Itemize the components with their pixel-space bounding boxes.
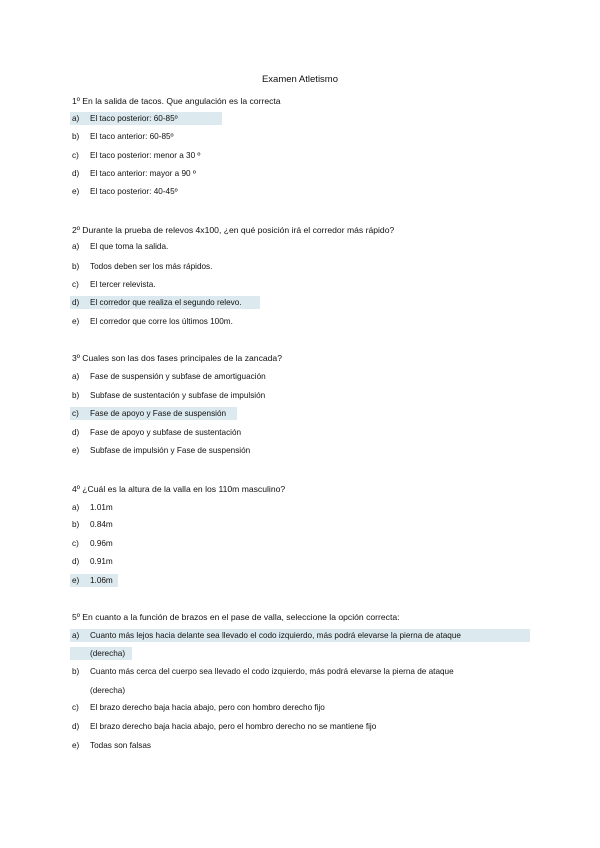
option-letter: e): [72, 317, 80, 326]
option-text: 0.91m: [90, 557, 113, 566]
option-letter: a): [72, 114, 80, 123]
option-text: Todos deben ser los más rápidos.: [90, 262, 213, 271]
option-text: El taco posterior: menor a 30 º: [90, 151, 201, 160]
option-text: Cuanto más lejos hacia delante sea llevado el codo izquierdo, más podrá elevarse la pierna de ataque: [90, 631, 461, 640]
option-text: El taco anterior: mayor a 90 º: [90, 169, 196, 178]
option-text: 1.01m: [90, 503, 113, 512]
option-text: 0.84m: [90, 520, 113, 529]
option-text: El corredor que corre los últimos 100m.: [90, 317, 233, 326]
option-letter: b): [72, 520, 80, 529]
exam-title: Examen Atletismo: [261, 74, 339, 85]
option-text: El tercer relevista.: [90, 280, 156, 289]
option-text: El corredor que realiza el segundo relevo.: [90, 298, 242, 307]
option-text: Subfase de sustentación y subfase de impulsión: [90, 391, 266, 400]
option-letter: d): [72, 722, 80, 731]
question-text: 2º Durante la prueba de relevos 4x100, ¿en qué posición irá el corredor más rápido?: [72, 225, 395, 235]
option-letter: e): [72, 576, 80, 585]
option-text: El brazo derecho baja hacia abajo, pero con hombro derecho fijo: [90, 703, 325, 712]
option-letter: c): [72, 280, 79, 289]
option-text: El taco anterior: 60-85º: [90, 132, 174, 141]
option-text-continuation: (derecha): [90, 649, 126, 658]
option-letter: a): [72, 372, 80, 381]
option-letter: b): [72, 391, 80, 400]
option-text-continuation: (derecha): [90, 686, 126, 695]
option-text: Fase de apoyo y Fase de suspensión: [90, 409, 227, 418]
option-letter: d): [72, 169, 80, 178]
option-text: El brazo derecho baja hacia abajo, pero el hombro derecho no se mantiene fijo: [90, 722, 377, 731]
option-letter: b): [72, 667, 80, 676]
option-text: Subfase de impulsión y Fase de suspensión: [90, 446, 251, 455]
option-letter: e): [72, 446, 80, 455]
option-letter: e): [72, 187, 80, 196]
option-text: El taco posterior: 60-85º: [90, 114, 178, 123]
option-letter: c): [72, 703, 79, 712]
option-letter: a): [72, 242, 80, 251]
option-letter: c): [72, 539, 79, 548]
option-text: Fase de apoyo y subfase de sustentación: [90, 428, 242, 437]
option-text: 1.06m: [90, 576, 113, 585]
question-text: 3º Cuales son las dos fases principales de la zancada?: [72, 353, 282, 363]
option-letter: a): [72, 503, 80, 512]
option-letter: b): [72, 262, 80, 271]
option-text: El taco posterior: 40-45º: [90, 187, 178, 196]
option-letter: b): [72, 132, 80, 141]
option-letter: d): [72, 298, 80, 307]
question-text: 5º En cuanto a la función de brazos en el pase de valla, seleccione la opción correcta:: [72, 612, 400, 622]
option-text: Cuanto más cerca del cuerpo sea llevado el codo izquierdo, más podrá elevarse la pierna de ataque: [90, 667, 454, 676]
option-text: El que toma la salida.: [90, 242, 169, 251]
option-letter: a): [72, 631, 80, 640]
option-letter: c): [72, 151, 79, 160]
option-letter: d): [72, 428, 80, 437]
option-text: 0.96m: [90, 539, 113, 548]
question-text: 1º En la salida de tacos. Que angulación es la correcta: [72, 96, 281, 106]
option-letter: c): [72, 409, 79, 418]
option-text: Todas son falsas: [90, 741, 151, 750]
option-letter: d): [72, 557, 80, 566]
option-letter: e): [72, 741, 80, 750]
option-text: Fase de suspensión y subfase de amortiguación: [90, 372, 266, 381]
question-text: 4º ¿Cuál es la altura de la valla en los 110m masculino?: [72, 484, 286, 494]
